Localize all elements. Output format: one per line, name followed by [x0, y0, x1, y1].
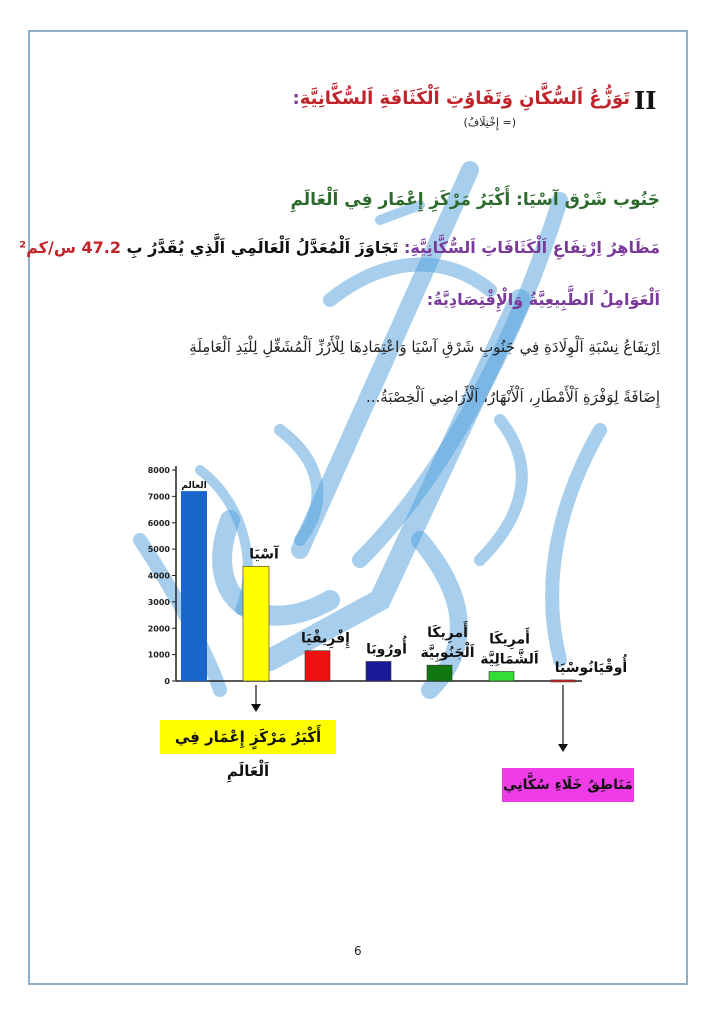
section-number: II — [634, 86, 657, 115]
paragraph-asia: جَنُوب شَرْق آسْيَا: أَكْبَرُ مَرْكَزِ إِعْمَار فِي اَلْعَالَمِ — [290, 190, 660, 210]
section-title-text: تَوَزُّعُ اَلسُّكَّانِ وَتَفَاوُتِ اَلْكَثَافَةِ اَلسُّكَّانِيَّةِ — [299, 88, 630, 109]
y-tick-label: 2000 — [147, 624, 170, 634]
callout-largest-center: أَكْبَرُ مَرْكَزٍ إِعْمَار فِي اَلْعَالَمِ — [160, 720, 336, 754]
bar-4 — [366, 661, 391, 681]
y-tick-label: 7000 — [147, 492, 170, 502]
category-label: آسْيَا — [249, 546, 279, 563]
arrow-oceania-head — [558, 744, 568, 752]
arrow-asia-head — [251, 704, 261, 712]
y-tick-label: 8000 — [147, 466, 170, 475]
section-title-colon: : — [292, 88, 300, 109]
factors-heading: اَلْعَوَامِلُ اَلطَّبِيعِيَّةُ وَالْإِقْتِصَادِيَّةُ: — [426, 290, 660, 309]
bar-1 — [181, 491, 207, 681]
bar-6 — [489, 672, 514, 681]
y-tick-label: 0 — [164, 677, 170, 686]
density-label: مَظَاهِرُ اِرْتِفَاعِ اَلْكَثَافَاتِ اَلسُّكَّانِيَّةِ: — [403, 238, 660, 257]
y-tick-label: 5000 — [147, 545, 170, 555]
category-label: اَلشَّمَالِيَّة — [480, 651, 539, 668]
density-value: 47.2 س/كم² — [19, 238, 121, 257]
category-label: إِفْرِيقْيَا — [301, 630, 350, 647]
category-label: أُورُوبَا — [366, 641, 407, 658]
category-label: أُوقْيَانُوسْيَا — [554, 659, 628, 676]
page-number: 6 — [354, 944, 362, 958]
bar-label-world: العالم — [181, 481, 207, 492]
y-tick-label: 3000 — [147, 597, 170, 607]
factors-text-1: اِرْتِفَاعُ نِسْبَةِ اَلْوِلَادَةِ فِي جَنُوبِ شَرْقِ آسْيَا وَاعْتِمَادِهَا لِلْأَرُزِّ اَلْمُشَغِّلِ لِلْيَدِ اَلْعَامِلَةِ — [189, 338, 660, 356]
title-note: (= إِخْتِلَافُ) — [463, 116, 516, 129]
y-tick-label: 1000 — [147, 650, 170, 660]
callout-empty-regions: مَنَاطِقُ خَلَاءِ سُكَّانِي — [502, 768, 634, 802]
bar-5 — [427, 665, 452, 681]
category-label: أَمرِيكَا — [427, 625, 468, 642]
y-tick-label: 6000 — [147, 518, 170, 528]
y-tick-label: 4000 — [147, 571, 170, 581]
bar-3 — [305, 651, 330, 681]
bar-2 — [243, 566, 269, 681]
density-text: تَجَاوَزَ اَلْمُعَدَّلُ اَلْعَالَمِي اَلَّذِي يُقَدَّرُ بِ — [126, 238, 399, 257]
category-label: أَمرِيكَا — [489, 631, 530, 648]
category-label: اَلْجَنُوبِيَّة — [420, 645, 475, 662]
factors-text-2: إِضَافَةً لِوَفْرَةِ اَلْأَمْطَارِ، اَلْأَنْهَارُ، اَلْأَرَاضِي اَلْخِصْبَةُ... — [365, 388, 660, 406]
bar-7 — [551, 680, 575, 682]
